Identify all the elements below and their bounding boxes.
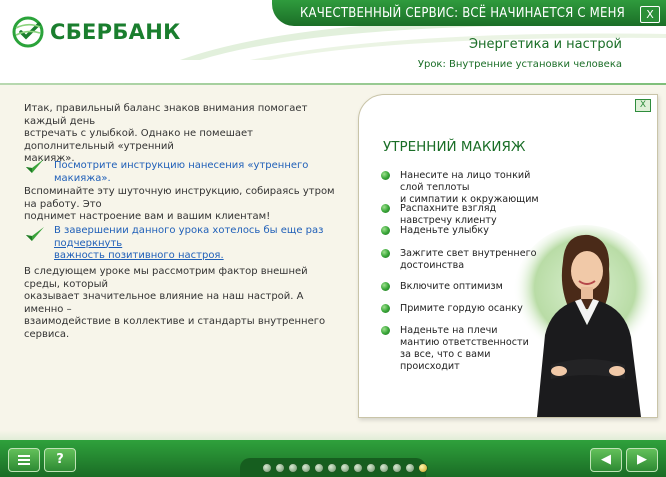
- list-item: [381, 203, 551, 227]
- list-item: [381, 248, 537, 272]
- progress-dot[interactable]: [262, 463, 272, 473]
- menu-button[interactable]: [8, 448, 40, 472]
- module-title: Энергетика и настрой: [468, 37, 622, 52]
- conclusion-row: [24, 224, 344, 263]
- list-item-line: Наденьте на плечи: [400, 325, 498, 336]
- list-menu-icon: [17, 453, 31, 467]
- help-button[interactable]: ?: [44, 448, 76, 472]
- list-item: [381, 170, 551, 206]
- lesson-title: Урок: Внутренние установки человека: [417, 59, 622, 70]
- progress-dot[interactable]: [353, 463, 363, 473]
- list-item-line: происходит: [400, 361, 460, 372]
- list-item: [381, 303, 523, 315]
- text-line: макияж».: [24, 153, 75, 164]
- list-item-line: Примите гордую осанку: [400, 303, 523, 314]
- text-line: встречать с улыбкой. Однако не помешает дополнительный «утренний: [24, 128, 253, 152]
- close-window-button[interactable]: X: [640, 6, 660, 23]
- list-item-text: [400, 248, 537, 272]
- instruction-link-row: [24, 156, 344, 185]
- list-item-line: Нанесите на лицо тонкий слой теплоты: [400, 170, 531, 193]
- list-item-line: Наденьте улыбку: [400, 225, 489, 236]
- green-bullet-icon: [381, 304, 390, 313]
- progress-dot[interactable]: [366, 463, 376, 473]
- checkmark-icon: [24, 224, 46, 244]
- conclusion-line-1: [54, 225, 344, 250]
- logo-text: СБЕРБАНК: [50, 20, 181, 44]
- progress-dot[interactable]: [314, 463, 324, 473]
- positive-attitude-link-continued[interactable]: важность позитивного настроя.: [54, 250, 224, 261]
- sberbank-logo: [12, 16, 181, 48]
- conclusion-text: [54, 225, 344, 263]
- checkmark-icon: [24, 156, 46, 176]
- green-bullet-icon: [381, 249, 390, 258]
- sberbank-logo-icon: [12, 16, 44, 48]
- conclusion-prefix: В завершении данного урока хотелось бы еще раз: [54, 225, 324, 236]
- progress-dot-current[interactable]: [418, 463, 428, 473]
- positive-attitude-link[interactable]: подчеркнуть: [54, 237, 123, 249]
- progress-dot[interactable]: [327, 463, 337, 473]
- list-item-line: Зажгите свет внутреннего: [400, 248, 537, 259]
- green-bullet-icon: [381, 226, 390, 235]
- green-bullet-icon: [381, 282, 390, 291]
- list-item: [381, 281, 503, 293]
- list-item-line: и симпатии к окружающим: [400, 194, 539, 205]
- paragraph-next-lesson: [24, 266, 339, 341]
- header: [0, 0, 666, 83]
- list-item-line: достоинства: [400, 260, 465, 271]
- conclusion-line-2: [54, 250, 344, 263]
- progress-dot[interactable]: [405, 463, 415, 473]
- next-button[interactable]: ▶: [626, 448, 658, 472]
- list-item: [381, 325, 529, 373]
- list-item-line: Распахните взгляд навстречу клиенту: [400, 203, 497, 226]
- list-item-text: [400, 325, 529, 373]
- text-line: Вспоминайте эту шуточную инструкцию, собираясь утром на работу. Это: [24, 186, 335, 210]
- progress-dot[interactable]: [275, 463, 285, 473]
- list-item-line: мантию ответственности: [400, 337, 529, 348]
- text-line: В следующем уроке мы рассмотрим фактор внешней среды, который: [24, 266, 308, 290]
- text-line: взаимодействие в коллективе и стандарты внутреннего сервиса.: [24, 316, 326, 340]
- list-item-line: Включите оптимизм: [400, 281, 503, 292]
- progress-dot[interactable]: [392, 463, 402, 473]
- progress-dot[interactable]: [288, 463, 298, 473]
- green-bullet-icon: [381, 171, 390, 180]
- morning-makeup-link[interactable]: Посмотрите инструкцию нанесения «утреннего макияжа».: [54, 160, 309, 184]
- course-slogan: КАЧЕСТВЕННЫЙ СЕРВИС: ВСЁ НАЧИНАЕТСЯ С МЕНЯ: [300, 6, 625, 21]
- list-item-text: [400, 170, 551, 206]
- paragraph-reminder: [24, 186, 339, 224]
- previous-button[interactable]: ◀: [590, 448, 622, 472]
- progress-dot[interactable]: [379, 463, 389, 473]
- progress-dot[interactable]: [301, 463, 311, 473]
- popup-close-button[interactable]: X: [635, 99, 651, 112]
- popup-title: УТРЕННИЙ МАКИЯЖ: [383, 139, 526, 155]
- green-bullet-icon: [381, 204, 390, 213]
- lesson-progress-dots: [262, 463, 428, 473]
- list-item-line: за все, что с вами: [400, 349, 491, 360]
- list-item: [381, 225, 489, 237]
- text-line: оказывает значительное влияние на наш настрой. А именно –: [24, 291, 304, 315]
- header-divider: [0, 83, 666, 85]
- text-line: поднимет настроение вам и вашим клиентам!: [24, 211, 271, 222]
- green-bullet-icon: [381, 326, 390, 335]
- text-line: Итак, правильный баланс знаков внимания помогает каждый день: [24, 103, 308, 127]
- morning-makeup-popup: [358, 94, 658, 418]
- progress-dot[interactable]: [340, 463, 350, 473]
